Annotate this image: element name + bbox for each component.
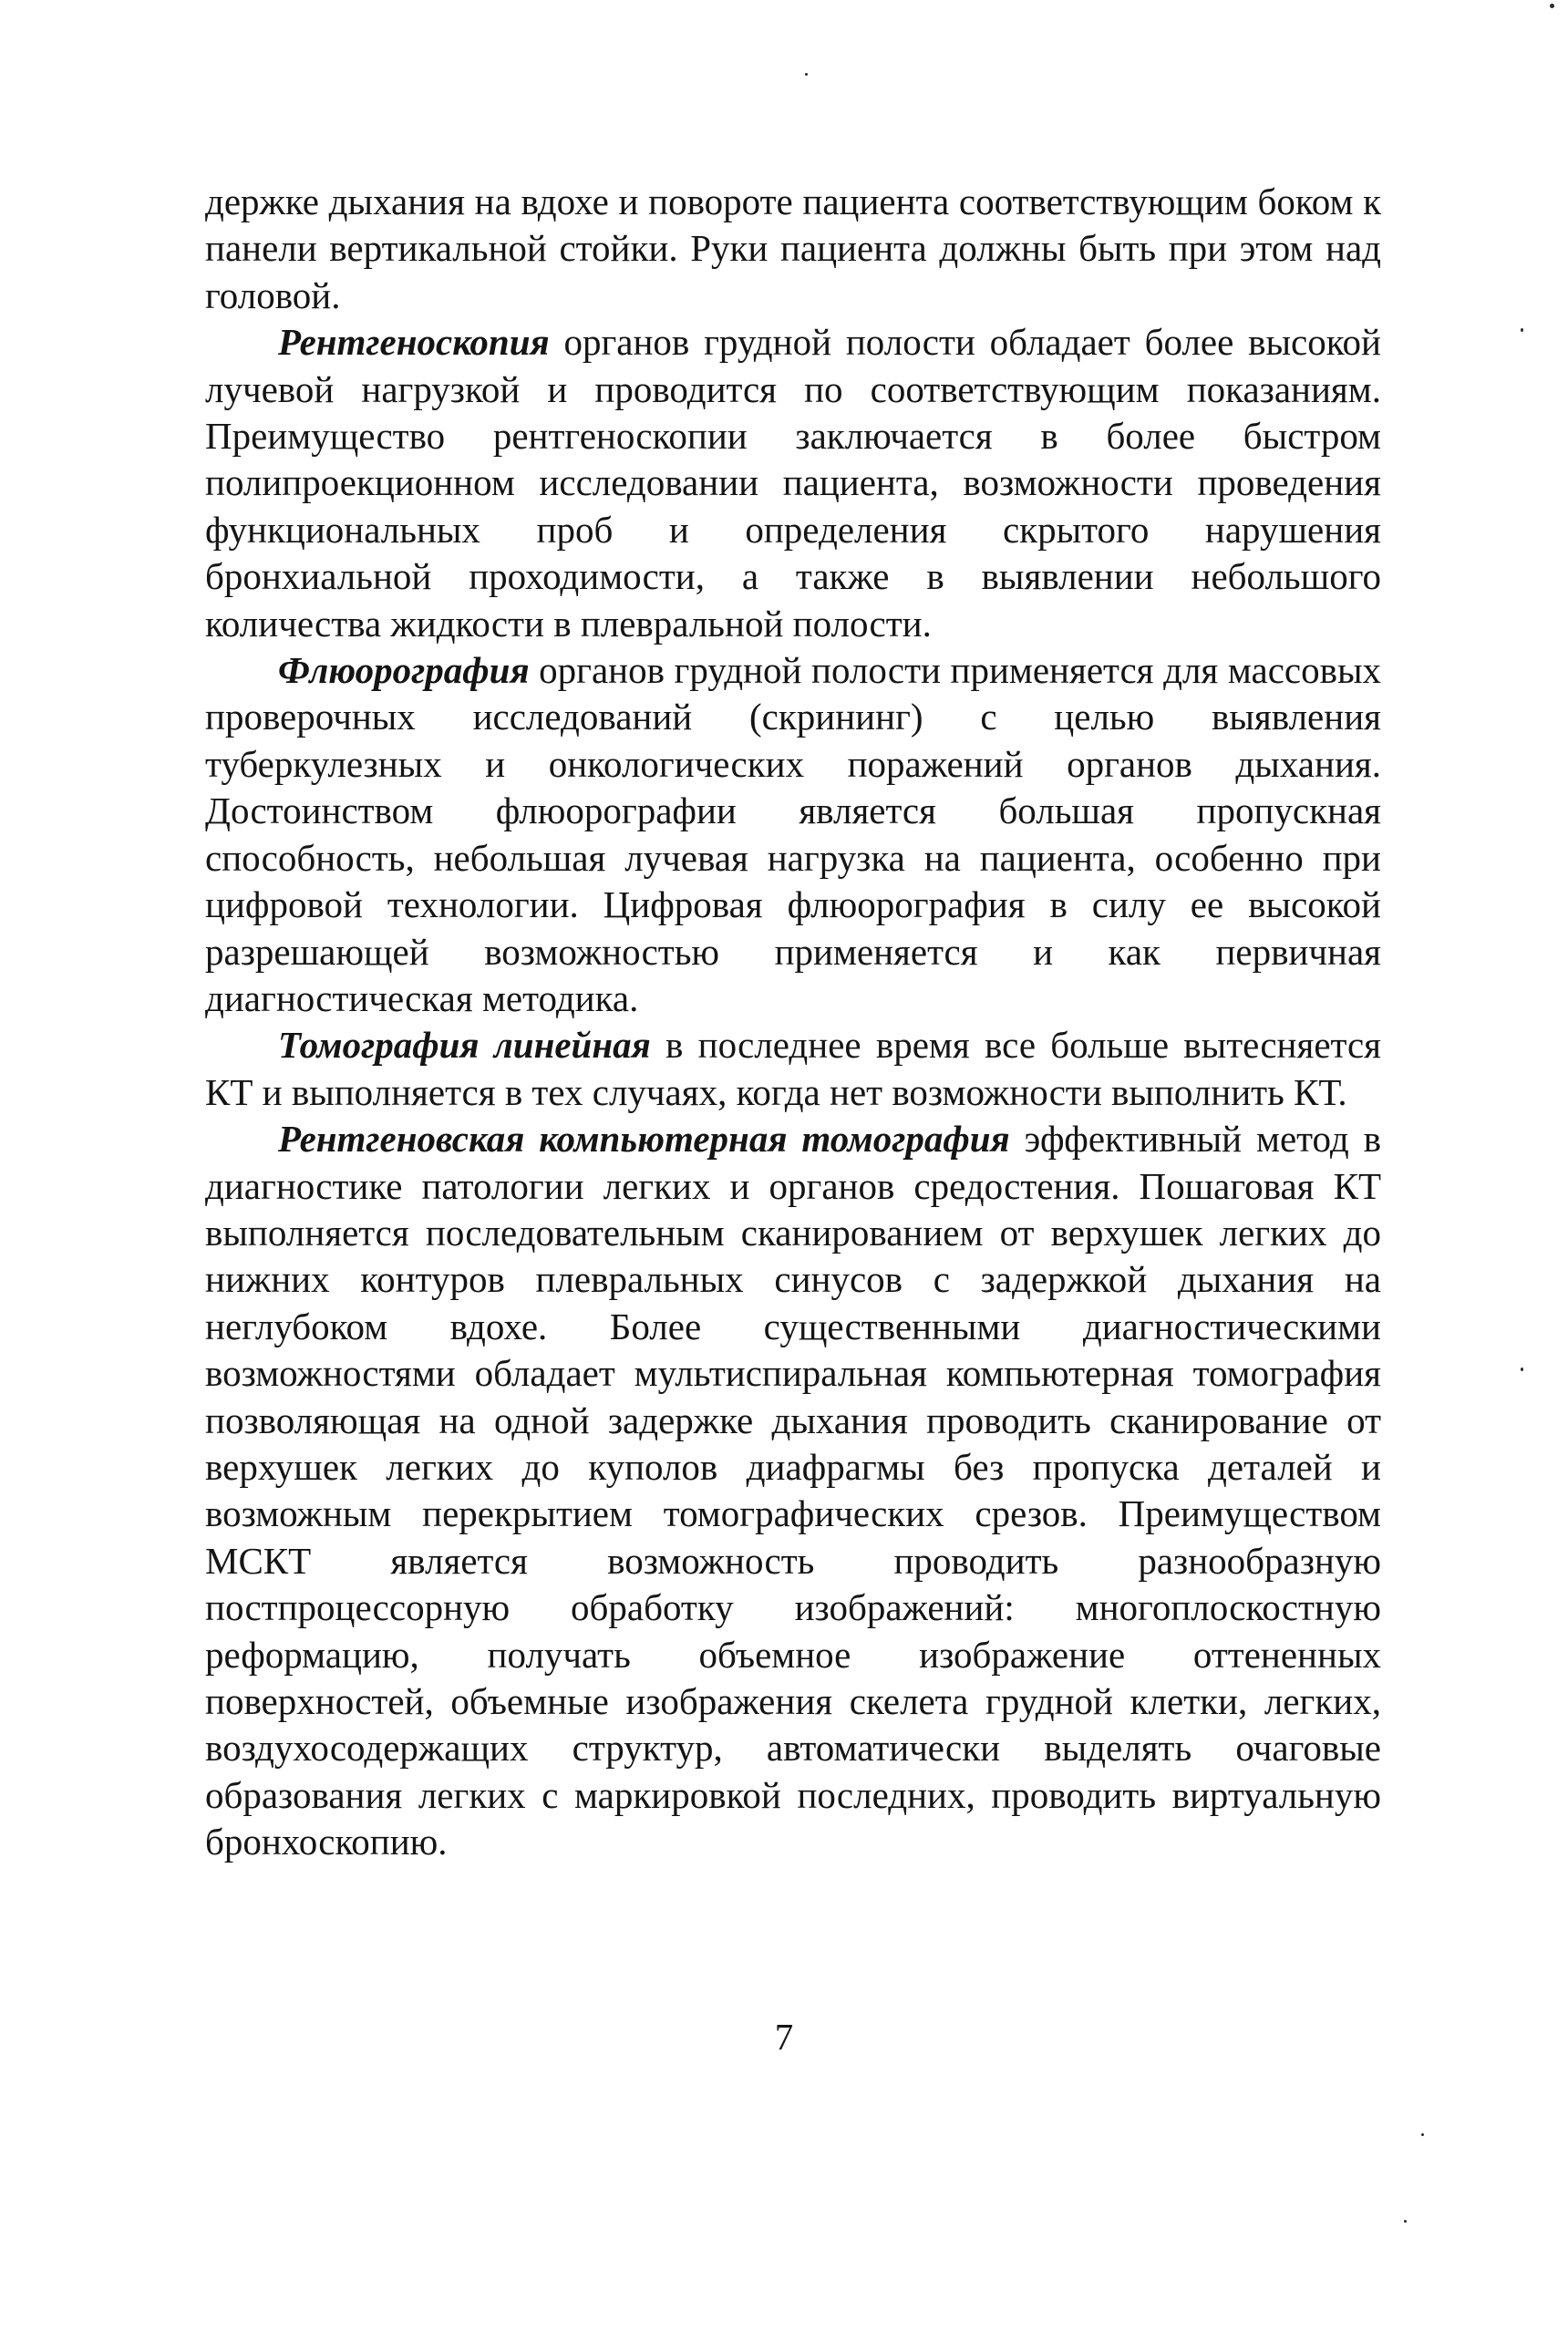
scan-speck (1521, 1368, 1523, 1371)
paragraph-continuation (205, 179, 1381, 319)
paragraph-kt (205, 1116, 1381, 1866)
term-rentgenoskopiya: Рентгеноскопия (278, 321, 550, 364)
term-flyuorografiya: Флюорография (278, 649, 530, 692)
scan-speck (1521, 328, 1523, 332)
paragraph-text: в последнее время все больше вытесняется КТ и выполняется в тех случаях, когда нет возможности выполнить КТ. (205, 1024, 1381, 1113)
scan-speck (805, 73, 808, 76)
term-tomografiya-lineynaya: Томография линейная (278, 1024, 651, 1067)
body-text (205, 179, 1381, 1866)
paragraph-text: органов грудной полости применяется для массовых проверочных исследований (скрининг) с целью выявления туберкулезных и онкологических поражений органов дыхания. Достоинством флюорографии является большая пропускная способность, небольшая лучевая нагрузка на пациента, особенно при цифровой технологии. Цифровая флюорография в силу ее высокой разрешающей возможностью применяется и как первичная диагностическая методика. (205, 649, 1381, 1019)
term-kt: Рентгеновская компьютерная томография (278, 1118, 1010, 1161)
page-number: 7 (774, 2016, 794, 2058)
paragraph-text: держке дыхания на вдохе и повороте пациента соответствующим боком к панели вертикальной стойки. Руки пациента должны быть при этом над головой. (205, 181, 1381, 316)
paragraph-flyuorografiya (205, 647, 1381, 1022)
paragraph-text: эффективный метод в диагностике патологии легких и органов средостения. Пошаговая КТ выполняется последовательным сканированием от верхушек легких до нижних контуров плевральных синусов с задержкой дыхания на неглубоком вдохе. Более существенными диагностическими возможностями обладает мультиспиральная компьютерная томография позволяющая на одной задержке дыхания проводить сканирование от верхушек легких до куполов диафрагмы без пропуска деталей и возможным перекрытием томографических срезов. Преимуществом МСКТ является возможность проводить разнообразную постпроцессорную обработку изображений: многоплоскостную реформацию, получать объемное изображение оттененных поверхностей, объемные изображения скелета грудной клетки, легких, воздухосодержащих структур, автоматически выделять очаговые образования легких с маркировкой последних, проводить виртуальную бронхоскопию. (205, 1118, 1382, 1863)
scan-speck (1421, 2133, 1424, 2136)
paragraph-text: органов грудной полости обладает более высокой лучевой нагрузкой и проводится по соответствующим показаниям. Преимущество рентгеноскопии заключается в более быстром полипроекционном исследовании пациента, возможности проведения функциональных проб и определения скрытого нарушения бронхиальной проходимости, а также в выявлении небольшого количества жидкости в плевральной полости. (205, 321, 1381, 645)
scan-speck (1550, 4, 1554, 8)
paragraph-tomografiya-lineynaya (205, 1022, 1381, 1116)
paragraph-rentgenoskopiya (205, 319, 1381, 647)
scan-speck (1404, 2220, 1407, 2223)
